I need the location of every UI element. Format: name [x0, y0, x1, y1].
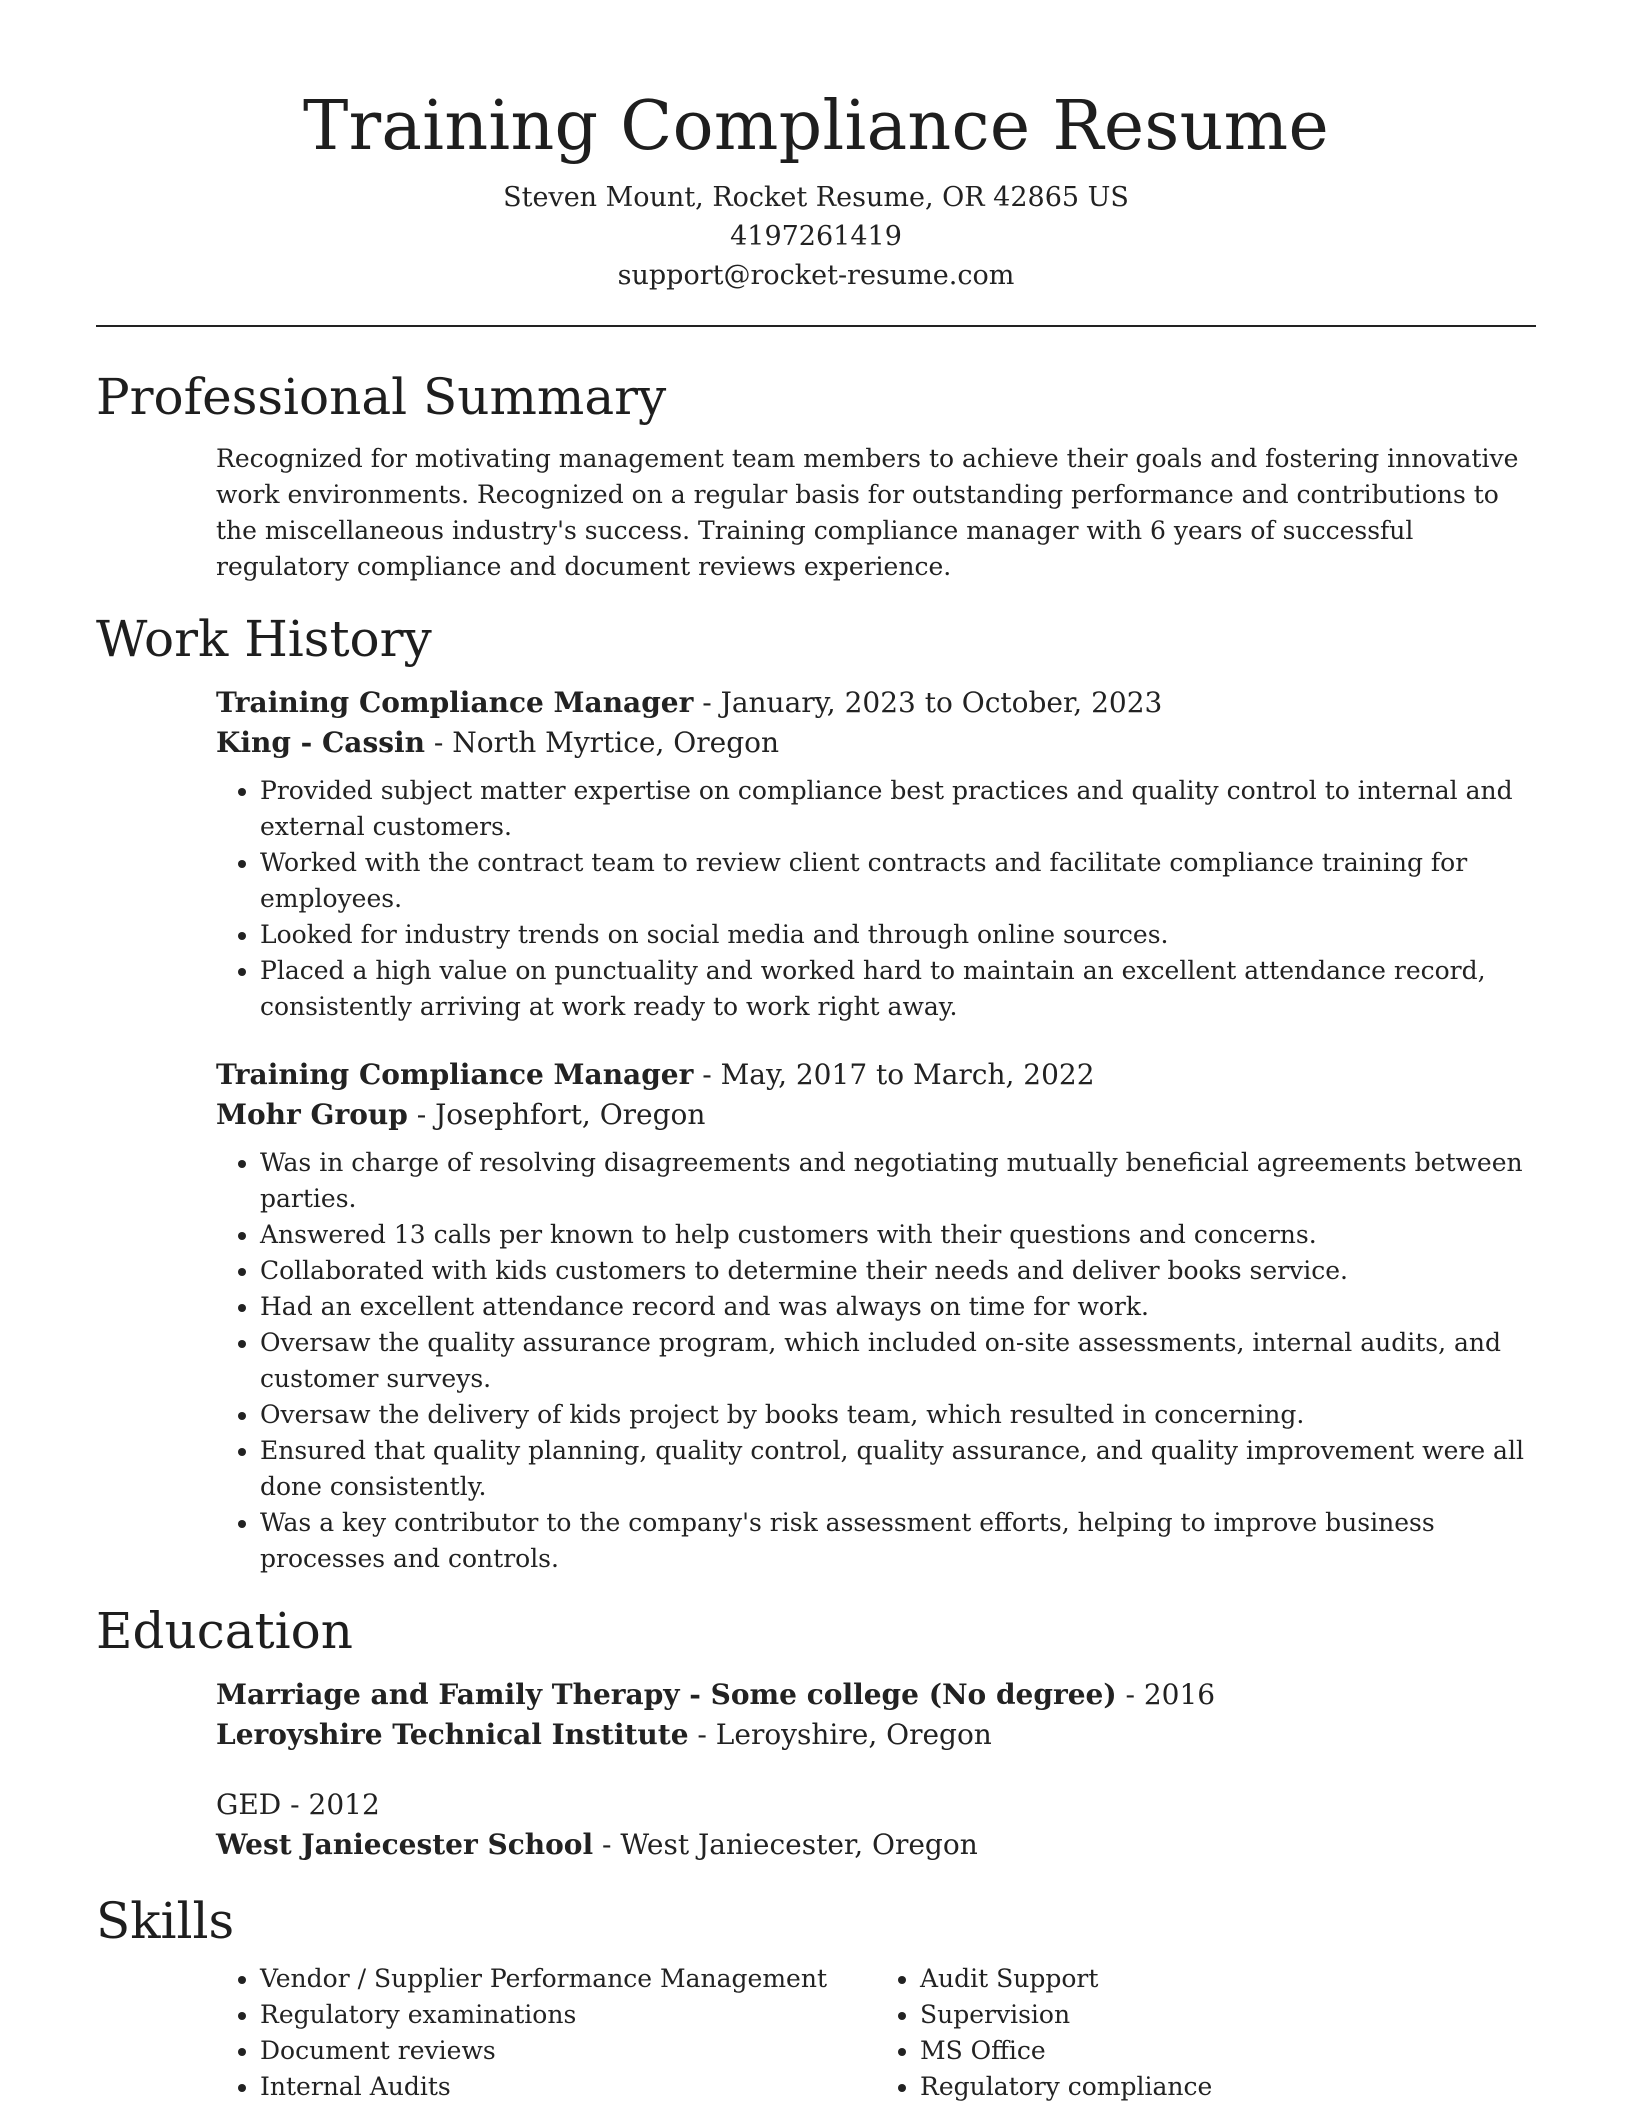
education-school-line [216, 1715, 1536, 1755]
skills-heading: Skills [96, 1892, 235, 1950]
job-bullet: • Collaborated with kids customers to determine their needs and deliver books service. [260, 1253, 1536, 1289]
job-bullet: • Provided subject matter expertise on compliance best practices and quality control to internal and external customers. [260, 773, 1536, 845]
job-bullet: • Had an excellent attendance record and was always on time for work. [260, 1289, 1536, 1325]
job-bullet: • Was a key contributor to the company's risk assessment efforts, helping to improve business processes and controls. [260, 1505, 1536, 1577]
job-bullet: • Placed a high value on punctuality and worked hard to maintain an excellent attendance record, consistently arriving at work ready to work right away. [260, 953, 1536, 1025]
contact-block [96, 178, 1536, 295]
education-year: - 2012 [281, 1788, 380, 1821]
header-divider [96, 325, 1536, 327]
job-title-line [216, 1055, 1536, 1095]
job-bullet: • Worked with the contract team to review client contracts and facilitate compliance training for employees. [260, 845, 1536, 917]
job-dates: - January, 2023 to October, 2023 [693, 686, 1163, 719]
job-location: - Josephfort, Oregon [407, 1098, 706, 1131]
education-entry [216, 1785, 1536, 1865]
education-school-line [216, 1825, 1536, 1865]
education-location: - West Janiecester, Oregon [593, 1828, 978, 1861]
job-company: King - Cassin [216, 726, 425, 759]
education-year: - 2016 [1116, 1678, 1216, 1711]
education-title-line [216, 1675, 1536, 1715]
skills-section [96, 1889, 1536, 2105]
job-location: - North Myrtice, Oregon [424, 726, 780, 759]
job-title: Training Compliance Manager [216, 686, 694, 719]
skill-item: • Internal Audits [260, 2069, 876, 2105]
skill-item: • Regulatory compliance [920, 2069, 1536, 2105]
job-title-line [216, 683, 1536, 723]
skill-item: • MS Office [920, 2033, 1536, 2069]
summary-heading: Professional Summary [96, 368, 667, 426]
education-school: Leroyshire Technical Institute [216, 1718, 689, 1751]
education-title: GED [216, 1788, 282, 1821]
education-title: Marriage and Family Therapy - Some college (No degree) [216, 1678, 1117, 1711]
summary-text: Recognized for motivating management team members to achieve their goals and fostering innovative work environments. Recognized on a regular basis for outstanding performance and contributions to the miscellaneous industry's success. Training compliance manager with 6 years of successful regulatory compliance and document reviews experience. [216, 444, 1519, 581]
job-company-line [216, 723, 1536, 763]
skill-item: • Supervision [920, 1997, 1536, 2033]
summary-section [96, 365, 1536, 585]
contact-address: Steven Mount, Rocket Resume, OR 42865 US [503, 182, 1129, 213]
job-bullet: • Answered 13 calls per known to help customers with their questions and concerns. [260, 1217, 1536, 1253]
job-company: Mohr Group [216, 1098, 408, 1131]
job-dates: - May, 2017 to March, 2022 [693, 1058, 1095, 1091]
job-bullets [216, 773, 1536, 1025]
work-history-heading: Work History [96, 610, 432, 668]
education-entry [216, 1675, 1536, 1755]
skills-left-list [216, 1961, 876, 2105]
contact-email: support@rocket-resume.com [617, 260, 1015, 291]
skill-item: • Vendor / Supplier Performance Management [260, 1961, 876, 1997]
resume-header [96, 0, 1536, 295]
job-company-line [216, 1095, 1536, 1135]
job-bullet: • Oversaw the delivery of kids project by books team, which resulted in concerning. [260, 1397, 1536, 1433]
contact-phone: 4197261419 [730, 221, 902, 252]
job-bullet: • Was in charge of resolving disagreements and negotiating mutually beneficial agreements between parties. [260, 1145, 1536, 1217]
job-bullets [216, 1145, 1536, 1577]
job-bullet: • Oversaw the quality assurance program, which included on-site assessments, internal audits, and customer surveys. [260, 1325, 1536, 1397]
skills-columns [216, 1961, 1536, 2105]
education-location: - Leroyshire, Oregon [688, 1718, 992, 1751]
resume-title: Training Compliance Resume [302, 87, 1330, 166]
skills-right-list [876, 1961, 1536, 2105]
skill-item: • Regulatory examinations [260, 1997, 876, 2033]
job-entry [216, 1055, 1536, 1577]
job-bullet: • Looked for industry trends on social media and through online sources. [260, 917, 1536, 953]
job-entry [216, 683, 1536, 1025]
education-heading: Education [96, 1602, 353, 1660]
skill-item: • Audit Support [920, 1961, 1536, 1997]
work-history-section [96, 607, 1536, 1577]
job-bullet: • Ensured that quality planning, quality control, quality assurance, and quality improvement were all done consistently. [260, 1433, 1536, 1505]
education-title-line [216, 1785, 1536, 1825]
skill-item: • Document reviews [260, 2033, 876, 2069]
education-section [96, 1599, 1536, 1865]
job-title: Training Compliance Manager [216, 1058, 694, 1091]
education-school: West Janiecester School [216, 1828, 594, 1861]
